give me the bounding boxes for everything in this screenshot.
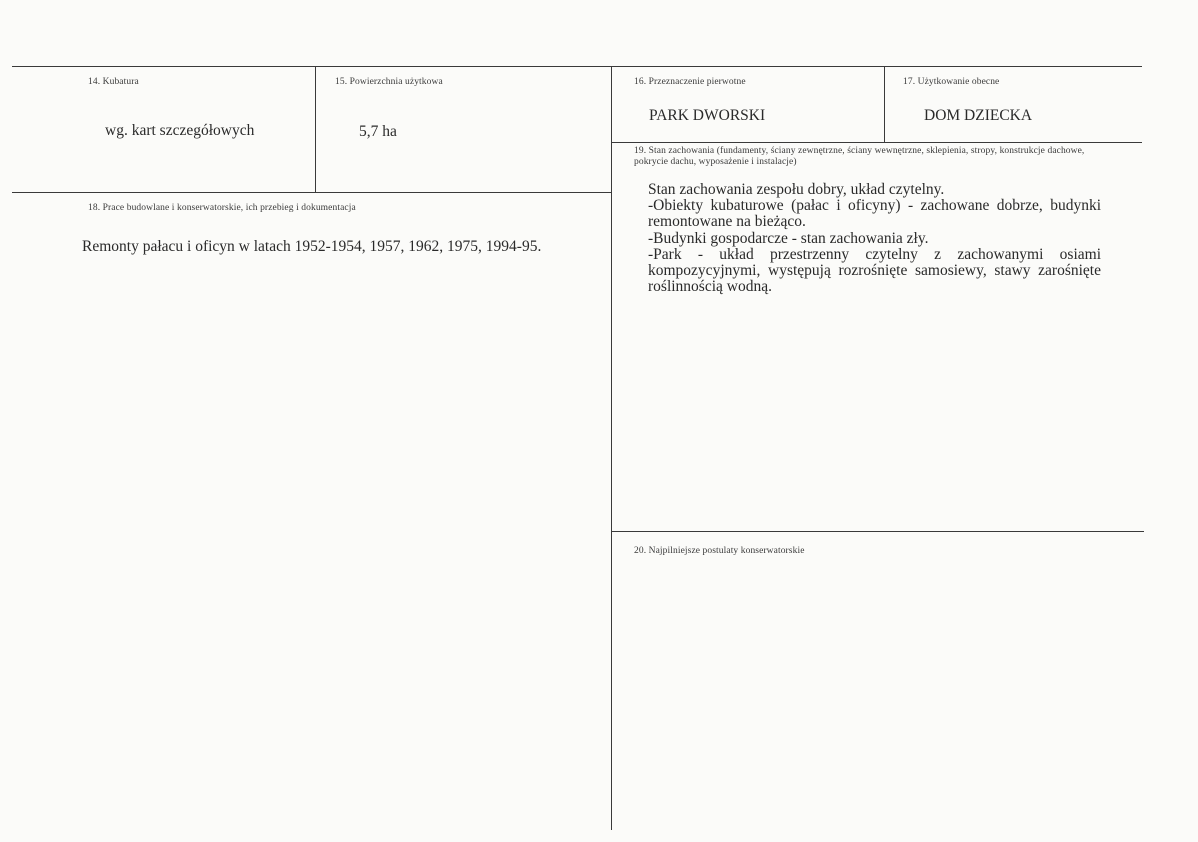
- field-17-value: DOM DZIECKA: [924, 107, 1033, 124]
- field-19-line-4: -Park - układ przestrzenny czytelny z zachowanymi osiami kompozycyjnymi, występują rozrośnięte samosiewy, stawy zarośnięte roślinnością wodną.: [648, 245, 1101, 296]
- field-17-label: 17. Użytkowanie obecne: [903, 77, 1000, 87]
- field-19-line-1: Stan zachowania zespołu dobry, układ czytelny.: [648, 181, 945, 198]
- field-19-description: [648, 182, 1101, 295]
- vertical-divider-16-17: [884, 66, 885, 142]
- field-19-line-3: -Budynki gospodarcze - stan zachowania zły.: [648, 229, 929, 247]
- field-20-label: 20. Najpilniejsze postulaty konserwatorskie: [634, 546, 805, 556]
- rule-below-14-15: [12, 192, 612, 193]
- field-14-value: wg. kart szczegółowych: [105, 122, 255, 139]
- rule-below-19: [612, 531, 1144, 532]
- rule-below-16-17: [612, 142, 1142, 143]
- top-rule-right: [612, 66, 1142, 67]
- field-15-label: 15. Powierzchnia użytkowa: [335, 77, 443, 87]
- field-15-value: 5,7 ha: [359, 123, 397, 140]
- field-14-label: 14. Kubatura: [88, 77, 139, 87]
- top-rule-left: [12, 66, 612, 67]
- vertical-divider-14-15: [315, 66, 316, 192]
- field-16-label: 16. Przeznaczenie pierwotne: [634, 77, 746, 87]
- field-16-value: PARK DWORSKI: [649, 107, 766, 124]
- field-19-label: 19. Stan zachowania (fundamenty, ściany zewnętrzne, ściany wewnętrzne, sklepienia, stropy, konstrukcje dachowe, pokrycie dachu, wyposażenie i instalacje): [634, 146, 1085, 167]
- field-18-value: Remonty pałacu i oficyn w latach 1952-1954, 1957, 1962, 1975, 1994-95.: [82, 238, 542, 255]
- vertical-divider-main: [611, 66, 612, 830]
- field-18-label: 18. Prace budowlane i konserwatorskie, ich przebieg i dokumentacja: [88, 203, 356, 213]
- field-19-line-2: -Obiekty kubaturowe (pałac i oficyny) - zachowane dobrze, budynki remontowane na bieżąco.: [648, 197, 1101, 231]
